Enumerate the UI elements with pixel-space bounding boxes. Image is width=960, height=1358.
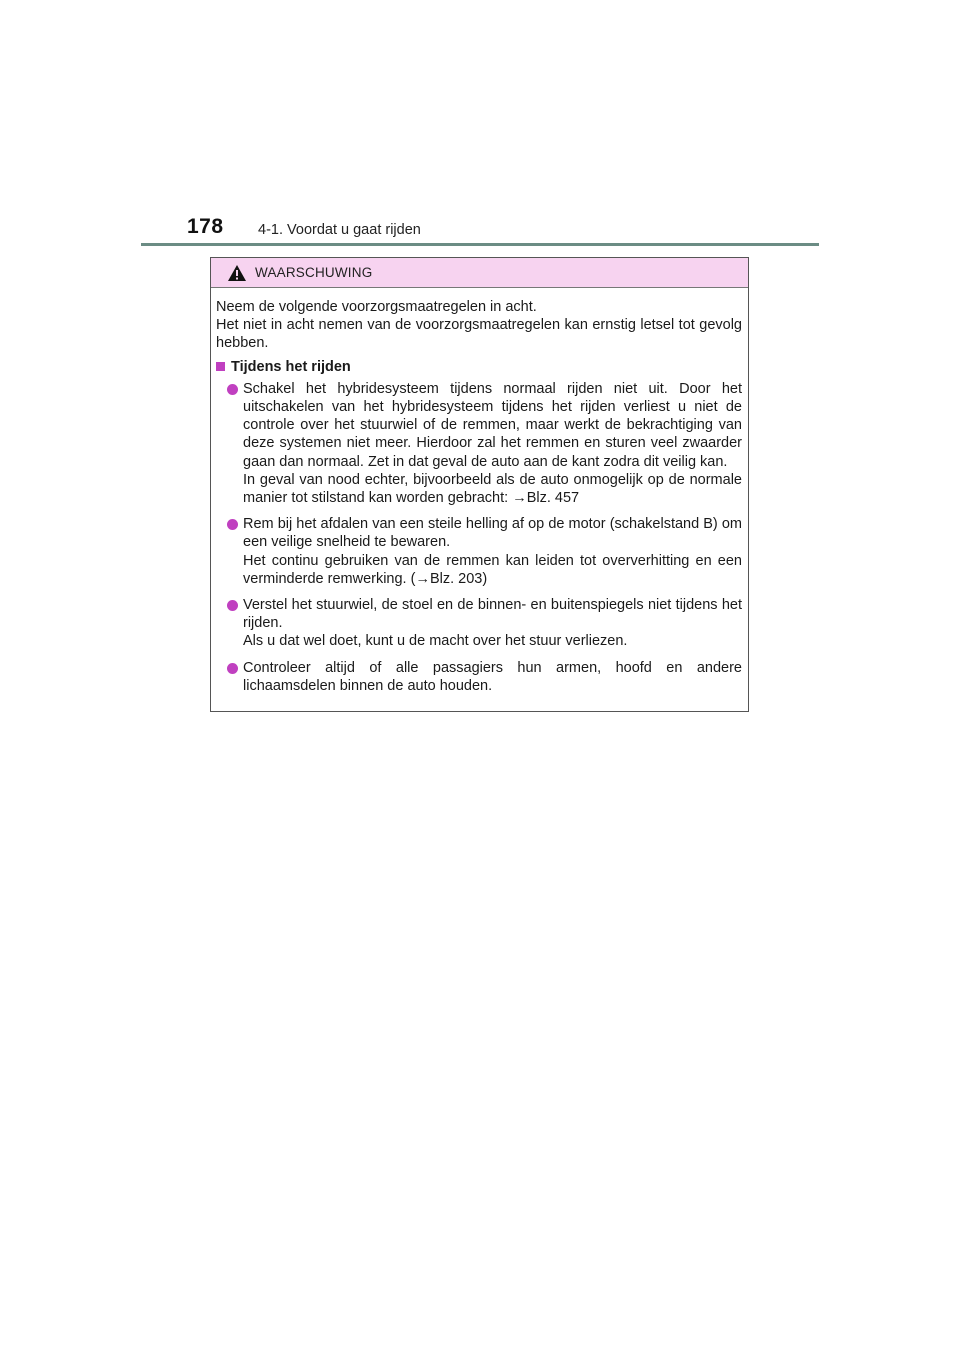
bullet-extra: Als u dat wel doet, kunt u de macht over het stuur verliezen. [243,633,628,650]
circle-bullet-icon [227,600,238,611]
circle-bullet-icon [227,384,238,395]
list-item [216,515,742,588]
bullet-list [216,380,742,695]
circle-bullet-icon [227,663,238,674]
bullet-text: Rem bij het afdalen van een steile helling af op de motor (schakelstand B) om een veilige snelheid te bewaren. [243,516,742,551]
list-item [216,596,742,651]
bullet-extra: In geval van nood echter, bijvoorbeeld als de auto onmogelijk op de normale manier tot stilstand kan worden gebracht: →Blz. 457 [243,471,742,507]
circle-bullet-icon [227,519,238,530]
list-item [216,659,742,695]
section-title: 4-1. Voordat u gaat rijden [258,222,421,238]
bullet-text: Schakel het hybridesysteem tijdens normaal rijden niet uit. Door het uitschakelen van het hybridesysteem tijdens het rijden verliest u niet de controle over het stuurwiel of de remmen, maar werkt de bekrachtiging van deze systemen niet meer. Hierdoor zal het remmen en sturen veel zwaarder gaan dan normaal. Zet in dat geval de auto aan de kant zodra dit veilig kan. [243,380,742,470]
warning-box [210,257,749,712]
page-number: 178 [187,215,224,238]
warning-title: WAARSCHUWING [255,265,373,280]
subheading [216,358,742,376]
bullet-text: Verstel het stuurwiel, de stoel en de binnen- en buitenspiegels niet tijdens het rijden. [243,597,742,632]
bullet-extra: Het continu gebruiken van de remmen kan leiden tot oververhitting en een verminderde remwerking. (→Blz. 203) [243,552,742,587]
warning-triangle-icon [227,264,247,282]
subheading-text: Tijdens het rijden [231,358,351,375]
warning-header [211,258,748,288]
bullet-text: Controleer altijd of alle passagiers hun armen, hoofd en andere lichaamsdelen binnen de auto houden. [243,659,742,694]
warning-body [211,288,748,695]
header-rule [141,243,819,246]
warning-intro: Neem de volgende voorzorgsmaatregelen in acht. Het niet in acht nemen van de voorzorgsmaatregelen kan ernstig letsel tot gevolg hebben. [216,299,742,352]
square-bullet-icon [216,362,225,371]
list-item [216,380,742,507]
